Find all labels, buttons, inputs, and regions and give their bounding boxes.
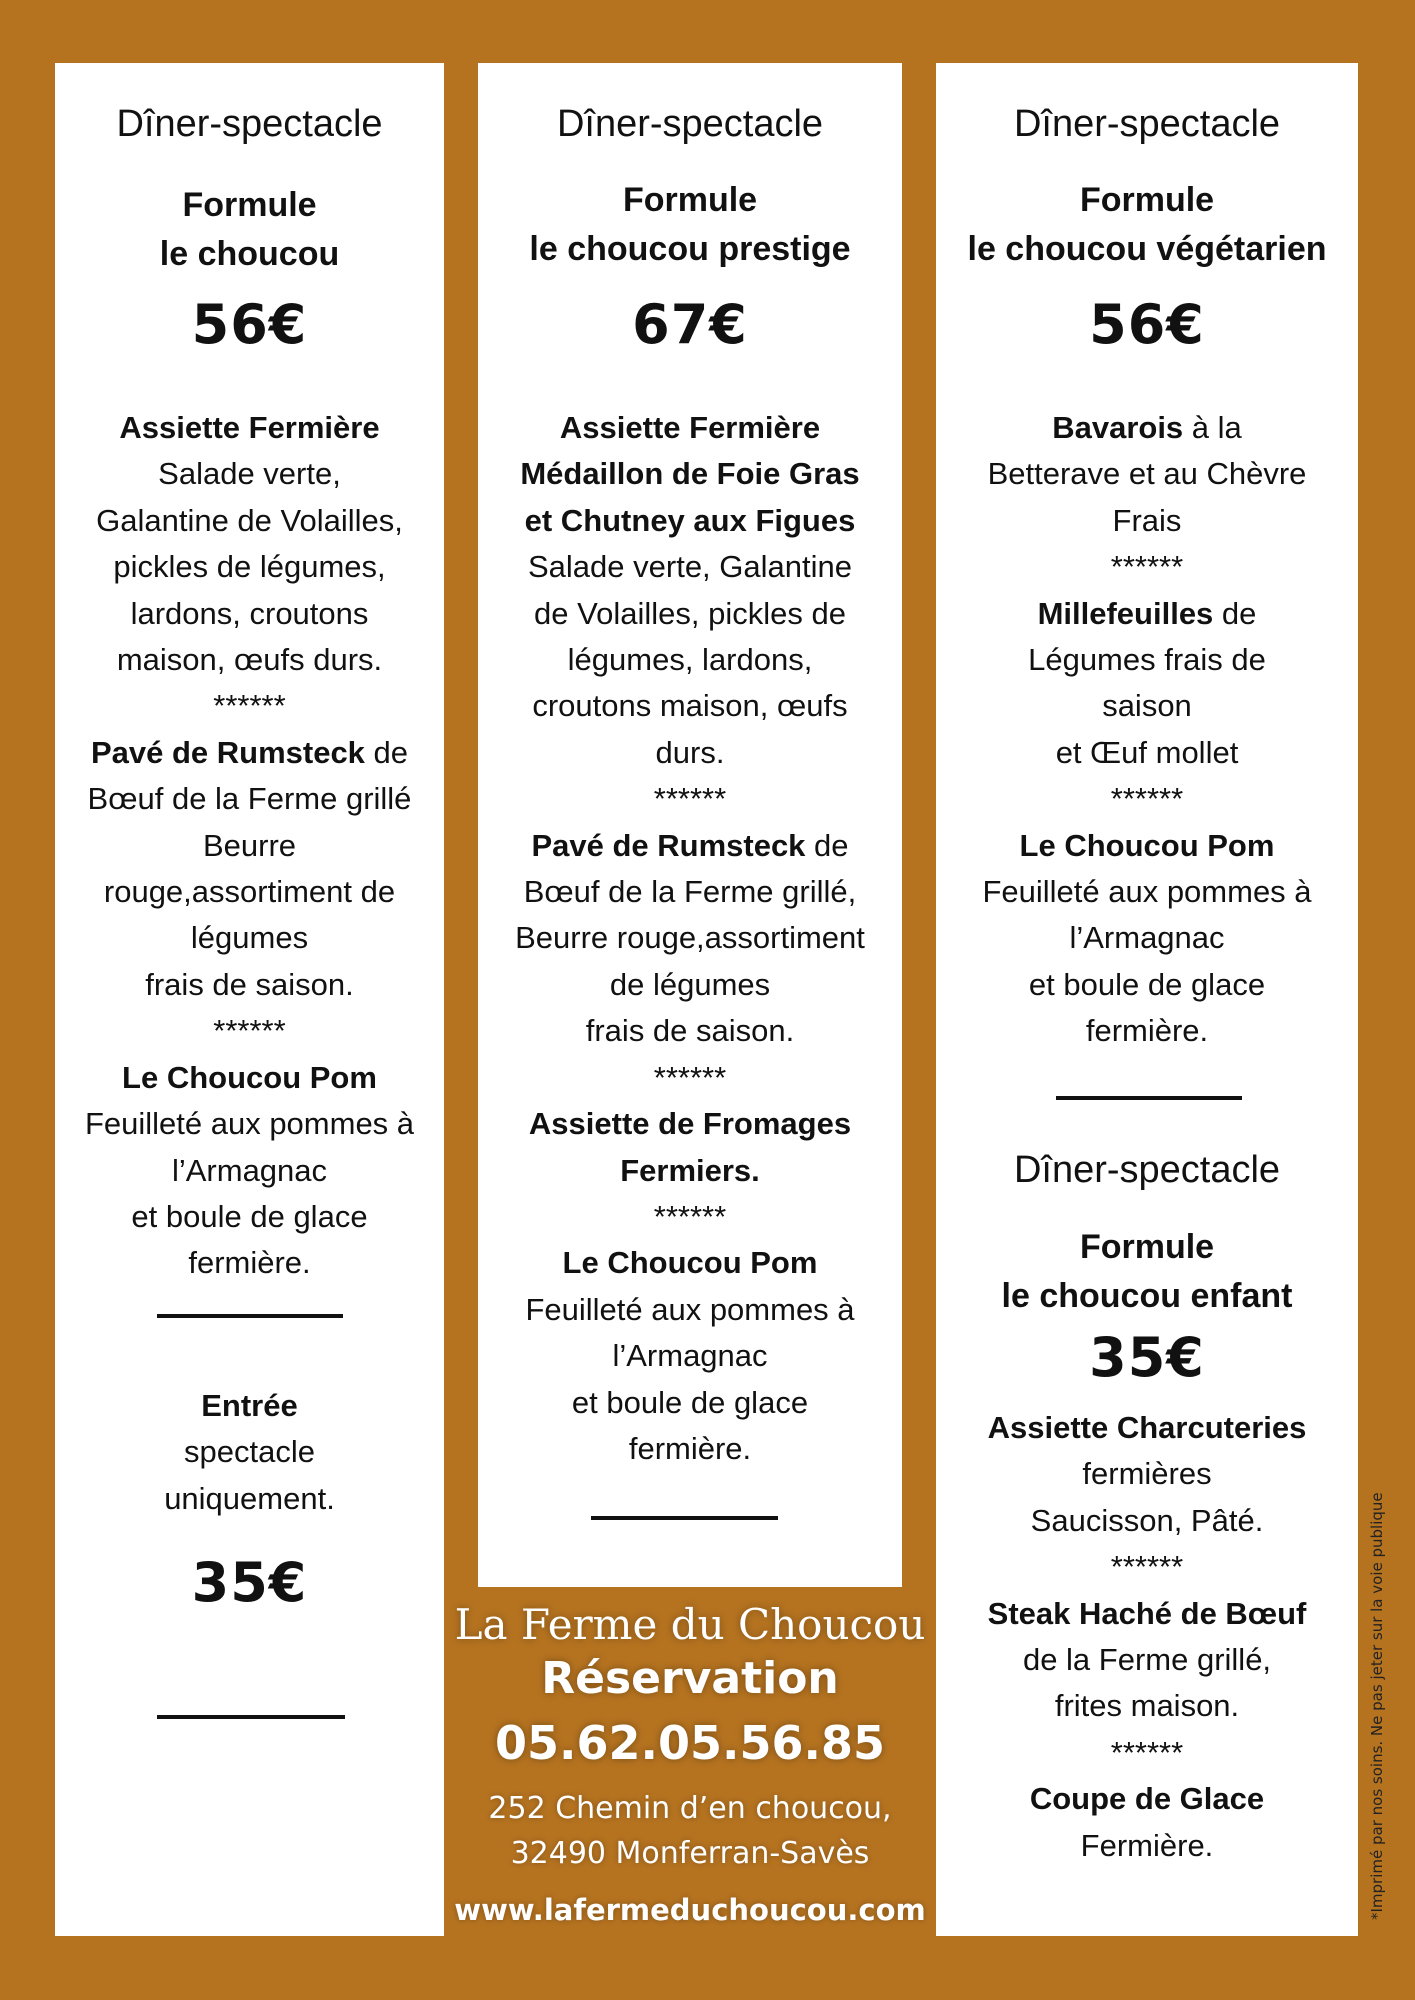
- menu-column-le-choucou-vegetarien: [936, 63, 1358, 1936]
- course-title: Pavé de Rumsteck: [90, 734, 365, 770]
- course-line: frais de saison.: [585, 1013, 795, 1049]
- formule-title: [478, 176, 902, 274]
- course-title: Fermiers.: [620, 1152, 760, 1188]
- column-heading: Dîner-spectacle: [116, 103, 383, 145]
- formule-line1: Formule: [1079, 1228, 1215, 1266]
- course-title: Médaillon de Foie Gras: [520, 456, 860, 492]
- entree-line: uniquement.: [164, 1480, 335, 1516]
- column-heading: Dîner-spectacle: [556, 103, 824, 145]
- course-separator: ******: [1110, 781, 1184, 817]
- course-separator: ******: [1110, 1734, 1184, 1770]
- entree-section: [55, 1383, 444, 1522]
- course-line: Frais: [1112, 502, 1182, 538]
- website-link[interactable]: www.lafermeduchoucou.com: [454, 1893, 926, 1927]
- price: 67€: [632, 293, 748, 356]
- address: [444, 1786, 936, 1876]
- course-line: Beurre: [202, 827, 297, 863]
- divider: [157, 1314, 343, 1318]
- course-line: et boule de glace: [1028, 966, 1266, 1002]
- menu-courses: [936, 405, 1358, 1055]
- course-line: Feuilleté aux pommes à: [84, 1106, 415, 1142]
- formule-title: [936, 176, 1358, 274]
- course-separator: ******: [1110, 549, 1184, 585]
- kids-heading: Dîner-spectacle: [1013, 1149, 1281, 1191]
- menu-column-le-choucou: [55, 63, 444, 1936]
- course-line: croutons maison, œufs: [532, 688, 848, 724]
- course-line: et Œuf mollet: [1055, 734, 1239, 770]
- course-title-rest: de: [1213, 595, 1257, 631]
- course-line: et boule de glace: [131, 1198, 368, 1234]
- course-line: Feuilleté aux pommes à: [525, 1291, 855, 1327]
- formule-line1: Formule: [182, 186, 317, 224]
- course-line: de la Ferme grillé,: [1022, 1642, 1272, 1678]
- course-line: Bœuf de la Ferme grillé: [87, 781, 412, 817]
- reservation-label: Réservation: [541, 1653, 839, 1704]
- kids-price: 35€: [1089, 1326, 1205, 1389]
- farm-name: La Ferme du Choucou: [454, 1600, 926, 1649]
- course-line: de légumes: [609, 966, 771, 1002]
- divider: [157, 1715, 345, 1719]
- course-separator: ******: [213, 688, 286, 724]
- price: 56€: [1089, 293, 1205, 356]
- divider: [1056, 1096, 1242, 1100]
- course-line: Salade verte, Galantine: [528, 549, 852, 585]
- menu-column-le-choucou-prestige: [478, 63, 902, 1587]
- course-separator: ******: [653, 1198, 727, 1234]
- course-title-rest: de: [805, 827, 849, 863]
- phone-number[interactable]: 05.62.05.56.85: [495, 1716, 885, 1770]
- formule-line2: le choucou enfant: [1001, 1277, 1293, 1315]
- course-line: fermières: [1082, 1456, 1212, 1492]
- course-line: fermière.: [1085, 1013, 1209, 1049]
- course-title: Steak Haché de Bœuf: [987, 1595, 1307, 1631]
- course-line: et boule de glace: [571, 1384, 809, 1420]
- course-title: Assiette Charcuteries: [987, 1410, 1307, 1445]
- course-line: l’Armagnac: [612, 1338, 768, 1374]
- course-line: pickles de légumes,: [113, 549, 386, 585]
- course-title: Assiette Fermière: [559, 410, 821, 445]
- formule-title: [55, 181, 444, 279]
- course-title: Coupe de Glace: [1029, 1781, 1265, 1817]
- course-line: lardons, croutons: [130, 595, 369, 631]
- course-line: légumes, lardons,: [567, 642, 813, 678]
- course-separator: ******: [653, 781, 727, 817]
- print-disclaimer: *Imprimé par nos soins. Ne pas jeter sur la voie publique: [1368, 1492, 1386, 1920]
- course-title: Assiette Fermière: [119, 410, 380, 445]
- course-title: Le Choucou Pom: [1019, 827, 1275, 863]
- course-separator: ******: [653, 1059, 727, 1095]
- course-line: rouge,assortiment de: [103, 874, 396, 910]
- formule-line1: Formule: [1079, 181, 1215, 219]
- course-line: durs.: [655, 734, 725, 770]
- course-line: maison, œufs durs.: [116, 642, 383, 678]
- address-line2: 32490 Monferran-Savès: [510, 1836, 870, 1871]
- course-line: fermière.: [628, 1430, 752, 1466]
- course-separator: ******: [213, 1013, 286, 1049]
- course-line: Betterave et au Chèvre: [987, 456, 1307, 492]
- divider: [591, 1516, 778, 1520]
- menu-courses: [478, 405, 902, 1472]
- course-line: de Volailles, pickles de: [534, 595, 846, 631]
- formule-line1: Formule: [622, 181, 758, 219]
- address-line1: 252 Chemin d’en choucou,: [488, 1791, 892, 1826]
- course-line: Bœuf de la Ferme grillé,: [523, 874, 857, 910]
- course-line: Légumes frais de: [1028, 642, 1266, 678]
- course-title-rest: à la: [1183, 410, 1242, 445]
- formule-line2: le choucou végétarien: [967, 230, 1327, 268]
- course-title: Pavé de Rumsteck: [531, 827, 806, 863]
- course-line: légumes: [190, 920, 309, 956]
- entree-price: 35€: [191, 1551, 308, 1614]
- course-line: frais de saison.: [145, 966, 354, 1002]
- course-line: frites maison.: [1054, 1688, 1240, 1724]
- course-separator: ******: [1110, 1549, 1184, 1585]
- course-line: Saucisson, Pâté.: [1030, 1502, 1264, 1538]
- course-line: l’Armagnac: [1069, 920, 1225, 956]
- course-line: saison: [1102, 688, 1192, 724]
- course-title: Le Choucou Pom: [562, 1245, 818, 1281]
- course-line: Salade verte,: [158, 456, 341, 492]
- course-line: l’Armagnac: [171, 1152, 328, 1188]
- course-line: Beurre rouge,assortiment: [515, 920, 865, 956]
- course-title: Bavarois: [1052, 410, 1184, 445]
- menu-courses: [55, 405, 444, 1287]
- course-title-rest: de: [364, 734, 409, 770]
- entree-title: Entrée: [201, 1388, 298, 1423]
- course-line: Galantine de Volailles,: [96, 502, 403, 538]
- course-title: et Chutney aux Figues: [524, 502, 856, 538]
- price: 56€: [191, 293, 308, 356]
- course-title: Assiette de Fromages: [528, 1106, 852, 1142]
- course-line: Feuilleté aux pommes à: [982, 874, 1312, 910]
- formule-line2: le choucou prestige: [529, 230, 851, 268]
- kids-courses: [936, 1405, 1358, 1869]
- course-title: Le Choucou Pom: [122, 1059, 377, 1095]
- column-heading: Dîner-spectacle: [1013, 103, 1281, 145]
- kids-formule-title: [936, 1223, 1358, 1321]
- formule-line2: le choucou: [159, 235, 340, 273]
- entree-line: spectacle: [184, 1434, 315, 1470]
- course-line: fermière.: [188, 1245, 311, 1281]
- course-title: Millefeuilles: [1037, 595, 1214, 631]
- course-line: Fermière.: [1080, 1827, 1214, 1863]
